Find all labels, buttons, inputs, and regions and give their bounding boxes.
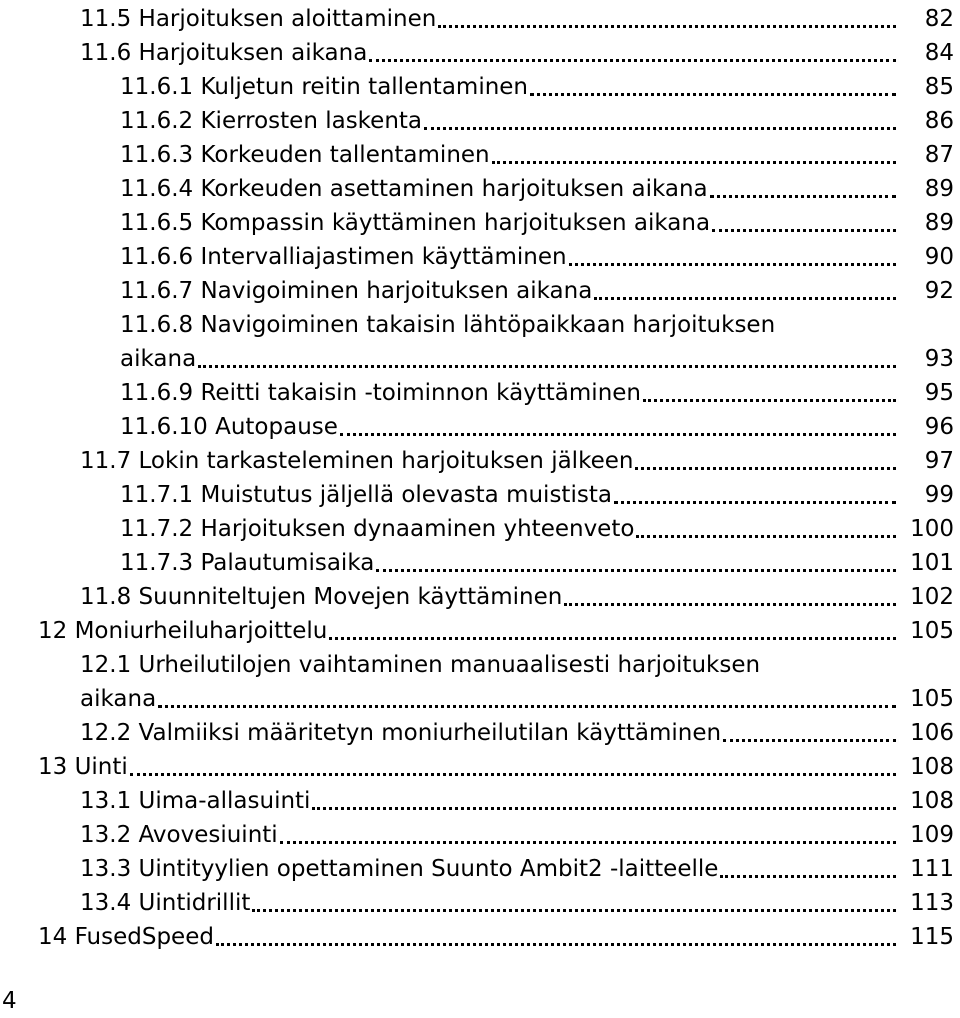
toc-entry-page: 101 — [910, 550, 954, 576]
toc-entry[interactable] — [80, 716, 954, 750]
dot-leader — [569, 263, 896, 266]
toc-entry-page: 86 — [924, 108, 954, 134]
toc-entry-title: 13 Uinti — [38, 754, 128, 780]
dot-leader — [329, 637, 896, 640]
toc-entry[interactable] — [120, 376, 954, 410]
toc-entry[interactable] — [120, 546, 954, 580]
toc-entry[interactable] — [80, 784, 954, 818]
dot-leader — [424, 127, 896, 130]
toc-entry-title: 11.7 Lokin tarkasteleminen harjoituksen jälkeen — [80, 448, 634, 474]
dot-leader — [723, 739, 896, 742]
toc-entry-page: 105 — [910, 618, 954, 644]
toc-entry-title-line1[interactable]: 12.1 Urheilutilojen vaihtaminen manuaalisesti harjoituksen — [80, 652, 761, 678]
toc-entry[interactable] — [38, 750, 954, 784]
toc-entry-title: 12 Moniurheiluharjoittelu — [38, 618, 328, 644]
dot-leader — [643, 399, 896, 402]
page-number: 4 — [2, 988, 17, 1014]
toc-entry[interactable] — [120, 512, 954, 546]
toc-entry[interactable] — [120, 240, 954, 274]
toc-entry-page: 87 — [924, 142, 954, 168]
dot-leader — [252, 909, 896, 912]
toc-entry-page: 115 — [910, 924, 954, 950]
toc-entry[interactable] — [80, 580, 954, 614]
toc-entry[interactable] — [120, 138, 954, 172]
toc-entry-title: 11.6.3 Korkeuden tallentaminen — [120, 142, 490, 168]
toc-entry-page: 108 — [910, 754, 954, 780]
toc-entry-page: 89 — [924, 176, 954, 202]
toc-entry-title: 13.2 Avovesiuinti — [80, 822, 278, 848]
toc-entry-page: 111 — [910, 856, 954, 882]
dot-leader — [198, 365, 896, 368]
toc-entry-title: 13.3 Uintityylien opettaminen Suunto Ambit2 -laitteelle — [80, 856, 719, 882]
toc-entry[interactable] — [80, 36, 954, 70]
dot-leader — [280, 841, 896, 844]
toc-entry-page: 82 — [924, 6, 954, 32]
toc-entry-page: 92 — [924, 278, 954, 304]
dot-leader — [340, 433, 896, 436]
toc-entry-title: 13.4 Uintidrillit — [80, 890, 251, 916]
toc-entry-title: 11.6.2 Kierrosten laskenta — [120, 108, 423, 134]
dot-leader — [492, 161, 896, 164]
toc-entry-page: 96 — [924, 414, 954, 440]
toc-entry[interactable] — [120, 206, 954, 240]
toc-entry-title-continuation: aikana — [80, 686, 157, 712]
toc-entry-page: 105 — [910, 686, 954, 712]
toc-entry[interactable] — [120, 410, 954, 444]
dot-leader — [564, 603, 896, 606]
toc-entry-page: 84 — [924, 40, 954, 66]
toc-entry[interactable] — [80, 2, 954, 36]
dot-leader — [636, 535, 896, 538]
toc-entry[interactable] — [120, 478, 954, 512]
toc-entry-page: 85 — [924, 74, 954, 100]
dot-leader — [635, 467, 896, 470]
toc-entry-page: 108 — [910, 788, 954, 814]
toc-entry[interactable] — [120, 70, 954, 104]
toc-entry[interactable] — [120, 274, 954, 308]
toc-entry[interactable] — [38, 614, 954, 648]
toc-entry-title: 11.7.3 Palautumisaika — [120, 550, 375, 576]
toc-entry-title: 13.1 Uima-allasuinti — [80, 788, 311, 814]
toc-entry-page: 100 — [910, 516, 954, 542]
toc-entry-title: 11.5 Harjoituksen aloittaminen — [80, 6, 437, 32]
toc-entry-title-line1[interactable]: 11.6.8 Navigoiminen takaisin lähtöpaikkaan harjoituksen — [120, 312, 776, 338]
toc-entry-title: 11.8 Suunniteltujen Movejen käyttäminen — [80, 584, 563, 610]
dot-leader — [369, 59, 896, 62]
dot-leader — [710, 195, 896, 198]
toc-entry-title: 11.6.10 Autopause — [120, 414, 338, 440]
toc-entry-title: 14 FusedSpeed — [38, 924, 214, 950]
toc-entry-title: 11.6.7 Navigoiminen harjoituksen aikana — [120, 278, 593, 304]
toc-entry-title: 12.2 Valmiiksi määritetyn moniurheilutilan käyttäminen — [80, 720, 722, 746]
toc-entry[interactable] — [38, 920, 954, 954]
toc-entry-title: 11.7.2 Harjoituksen dynaaminen yhteenveto — [120, 516, 635, 542]
dot-leader — [720, 875, 896, 878]
toc-entry[interactable] — [120, 172, 954, 206]
dot-leader — [712, 229, 896, 232]
toc-entry-title: 11.6.1 Kuljetun reitin tallentaminen — [120, 74, 529, 100]
dot-leader — [158, 705, 896, 708]
toc-entry-page: 89 — [924, 210, 954, 236]
dot-leader — [614, 501, 896, 504]
toc-entry-page: 102 — [910, 584, 954, 610]
toc-entry-page: 90 — [924, 244, 954, 270]
toc-entry-title: 11.7.1 Muistutus jäljellä olevasta muistista — [120, 482, 612, 508]
toc-entry[interactable] — [80, 886, 954, 920]
toc-entry-title: 11.6.6 Intervalliajastimen käyttäminen — [120, 244, 567, 270]
toc-entry-title: 11.6.5 Kompassin käyttäminen harjoituksen aikana — [120, 210, 711, 236]
toc-entry[interactable] — [80, 852, 954, 886]
dot-leader — [530, 93, 896, 96]
dot-leader — [312, 807, 896, 810]
toc-entry-title: 11.6.4 Korkeuden asettaminen harjoituksen aikana — [120, 176, 708, 202]
toc-entry[interactable] — [80, 818, 954, 852]
toc-entry-page: 93 — [924, 346, 954, 372]
toc-entry-page: 109 — [910, 822, 954, 848]
dot-leader — [438, 25, 896, 28]
dot-leader — [376, 569, 896, 572]
dot-leader — [130, 773, 896, 776]
dot-leader — [594, 297, 896, 300]
toc-entry-title: 11.6 Harjoituksen aikana — [80, 40, 368, 66]
toc-entry-title: 11.6.9 Reitti takaisin -toiminnon käyttäminen — [120, 380, 642, 406]
toc-entry-page: 95 — [924, 380, 954, 406]
dot-leader — [216, 943, 896, 946]
toc-entry-page: 106 — [910, 720, 954, 746]
toc-entry-page: 97 — [924, 448, 954, 474]
toc-entry-title-continuation: aikana — [120, 346, 197, 372]
toc-entry[interactable] — [120, 342, 954, 376]
toc-entry[interactable] — [120, 104, 954, 138]
toc-entry[interactable] — [80, 682, 954, 716]
toc-entry-page: 113 — [910, 890, 954, 916]
toc-entry-page: 99 — [924, 482, 954, 508]
toc-entry[interactable] — [80, 444, 954, 478]
